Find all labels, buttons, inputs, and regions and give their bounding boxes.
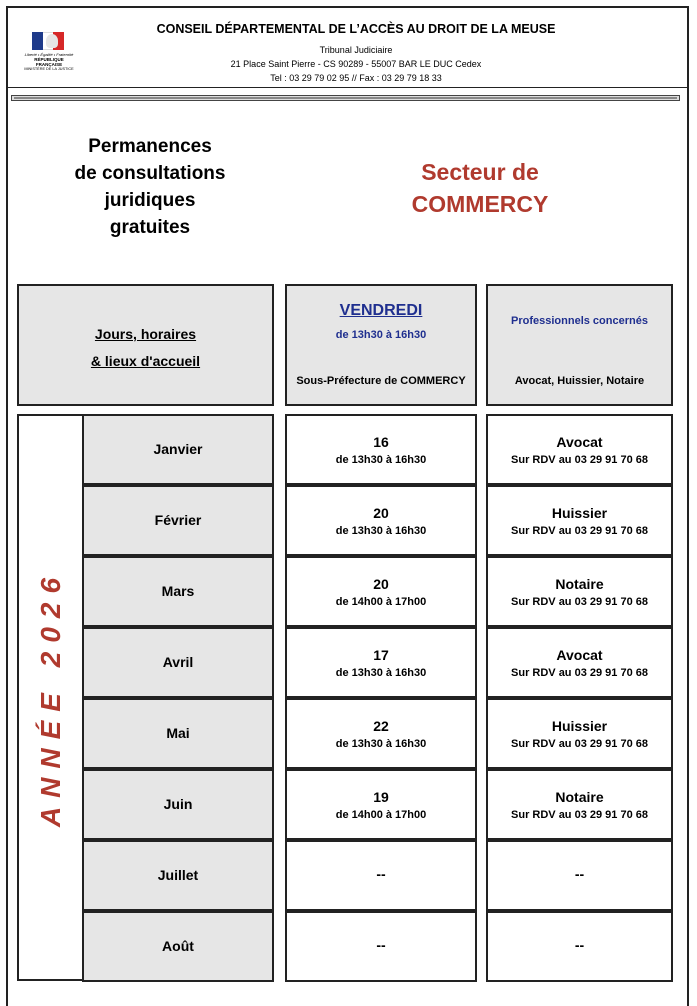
sector-line: COMMERCY [411,191,549,217]
time-range: de 13h30 à 16h30 [335,667,427,679]
default-hours: de 13h30 à 16h30 [335,329,427,341]
empty-date: -- [376,866,386,882]
sector-title [380,156,580,220]
date-cell [285,627,477,698]
logo-republique: RÉPUBLIQUE FRANÇAISE [34,57,64,67]
time-range: de 14h00 à 17h00 [335,809,427,821]
title-line: Permanences [88,136,212,157]
professional-type: Huissier [551,505,608,521]
professional-cell [486,840,673,911]
republique-francaise-logo [22,32,76,74]
appointment-phone: Sur RDV au 03 29 91 70 68 [511,525,648,537]
day-number: 17 [373,647,389,663]
sector-line: Secteur de [421,159,539,185]
year-column [17,414,84,981]
month-cell: Mars [82,556,274,627]
day-header [285,284,477,406]
day-number: 20 [373,576,389,592]
month-cell: Mai [82,698,274,769]
professional-type: Avocat [556,647,603,663]
empty-professional: -- [574,937,585,953]
lieux-accueil: & lieux d'accueil [90,353,201,369]
professional-cell [486,414,673,485]
appointment-phone: Sur RDV au 03 29 91 70 68 [511,454,648,466]
time-range: de 13h30 à 16h30 [335,525,427,537]
title-line: gratuites [109,217,191,238]
date-cell [285,556,477,627]
title-line: juridiques [104,190,196,211]
professional-cell [486,485,673,556]
weekday: VENDREDI [339,302,423,319]
professionals-list: Avocat, Huissier, Notaire [514,375,645,387]
date-cell [285,485,477,556]
time-range: de 13h30 à 16h30 [335,454,427,466]
time-range: de 13h30 à 16h30 [335,738,427,750]
consultations-title [60,133,240,241]
appointment-phone: Sur RDV au 03 29 91 70 68 [511,596,648,608]
location: Sous-Préfecture de COMMERCY [296,375,466,387]
header-divider [11,95,680,101]
professional-cell [486,556,673,627]
day-number: 16 [373,434,389,450]
time-range: de 14h00 à 17h00 [335,596,427,608]
professionals-header [486,284,673,406]
phone-fax: Tel : 03 29 79 02 95 // Fax : 03 29 79 18 33 [270,73,442,83]
professional-cell [486,627,673,698]
month-cell: Juin [82,769,274,840]
professional-type: Notaire [555,789,604,805]
empty-professional: -- [574,866,585,882]
date-cell [285,698,477,769]
marianne-icon [46,34,58,48]
council-title: CONSEIL DÉPARTEMENTAL DE L’ACCÈS AU DROIT DE LA MEUSE [156,22,556,36]
day-number: 20 [373,505,389,521]
jours-horaires: Jours, horaires [94,326,197,342]
date-cell [285,769,477,840]
court-name: Tribunal Judiciaire [319,45,393,55]
professionals-title: Professionnels concernés [511,315,648,327]
logo-motto: Liberté • Égalité • Fraternité [24,52,74,57]
appointment-phone: Sur RDV au 03 29 91 70 68 [511,809,648,821]
schedule-header-label [17,284,274,406]
month-cell: Août [82,911,274,982]
month-cell: Avril [82,627,274,698]
month-cell: Juillet [82,840,274,911]
month-cell: Janvier [82,414,274,485]
flag-icon [32,32,64,50]
month-cell: Février [82,485,274,556]
professional-cell [486,769,673,840]
date-cell [285,414,477,485]
professional-cell [486,698,673,769]
day-number: 22 [373,718,389,734]
appointment-phone: Sur RDV au 03 29 91 70 68 [511,667,648,679]
professional-type: Huissier [551,718,608,734]
professional-cell [486,911,673,982]
address: 21 Place Saint Pierre - CS 90289 - 55007 BAR LE DUC Cedex [230,59,482,69]
appointment-phone: Sur RDV au 03 29 91 70 68 [511,738,648,750]
title-line: de consultations [74,163,226,184]
professional-type: Notaire [555,576,604,592]
date-cell [285,911,477,982]
letterhead [6,6,689,88]
day-number: 19 [373,789,389,805]
empty-date: -- [376,937,386,953]
logo-ministry: MINISTÈRE DE LA JUSTICE [24,67,74,71]
professional-type: Avocat [556,434,603,450]
date-cell [285,840,477,911]
year-label: ANNÉE 2026 [34,568,66,827]
